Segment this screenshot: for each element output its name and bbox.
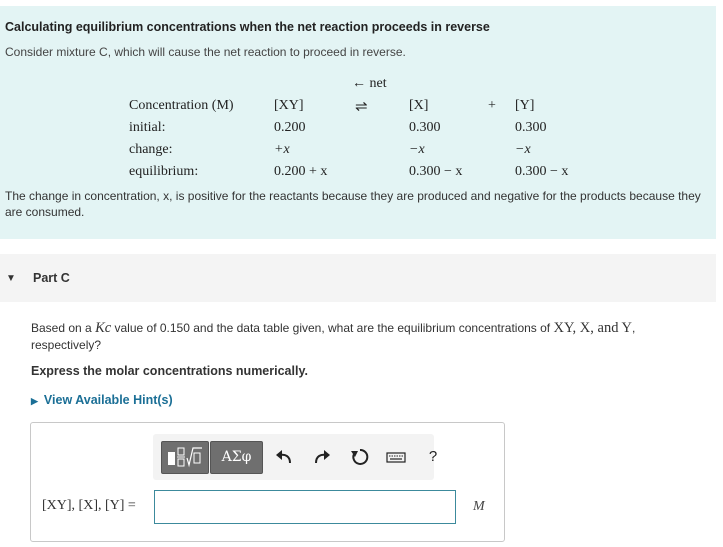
header-y: [Y] <box>515 98 535 113</box>
initial-xy: 0.200 <box>274 120 306 135</box>
keyboard-icon <box>385 446 407 468</box>
templates-button[interactable] <box>161 441 209 474</box>
header-xy: [XY] <box>274 98 304 113</box>
header-concentration: Concentration (M) <box>129 98 234 113</box>
net-direction-label: ← net <box>352 76 387 91</box>
change-xy: +x <box>274 142 290 157</box>
undo-icon <box>273 446 295 468</box>
header-plus: + <box>488 98 496 113</box>
instruction-text: Express the molar concentrations numerically. <box>31 364 308 378</box>
equilibrium-arrow-icon: ⇌ <box>355 99 368 115</box>
question-part-b: value of 0.150 and the data table given, what are the equilibrium concentrations of <box>111 321 554 335</box>
undo-button[interactable] <box>273 446 295 468</box>
keyboard-button[interactable] <box>385 446 407 468</box>
row-label-equilibrium: equilibrium: <box>129 164 199 179</box>
answer-input[interactable] <box>154 490 456 524</box>
row-label-change: change: <box>129 142 173 157</box>
hint-caret-icon: ▶ <box>31 396 38 406</box>
change-x: −x <box>409 142 425 157</box>
view-hints-label: View Available Hint(s) <box>43 393 173 407</box>
reset-icon <box>349 446 371 468</box>
help-button[interactable]: ? <box>428 448 438 465</box>
info-note: The change in concentration, x, is positive for the reactants because they are produced and negative for the products because they are consumed. <box>5 189 701 219</box>
part-header[interactable] <box>0 254 716 302</box>
kc-symbol: Kc <box>95 320 112 336</box>
view-hints-link[interactable] <box>31 393 173 407</box>
redo-icon <box>311 446 333 468</box>
header-x: [X] <box>409 98 429 113</box>
species-list: XY, X, and Y <box>553 320 633 336</box>
initial-x: 0.300 <box>409 120 441 135</box>
info-subtitle: Consider mixture C, which will cause the net reaction to proceed in reverse. <box>5 45 406 59</box>
equilibrium-x: 0.300 − x <box>409 164 463 179</box>
unit-label: M <box>473 499 485 514</box>
greek-symbols-button[interactable]: ΑΣφ <box>210 441 263 474</box>
change-y: −x <box>515 142 531 157</box>
equilibrium-xy: 0.200 + x <box>274 164 328 179</box>
part-label[interactable]: Part C <box>33 271 70 285</box>
info-title: Calculating equilibrium concentrations when the net reaction proceeds in reverse <box>5 20 490 34</box>
row-label-initial: initial: <box>129 120 166 135</box>
answer-label: [XY], [X], [Y] = <box>42 498 136 513</box>
equilibrium-y: 0.300 − x <box>515 164 569 179</box>
collapse-caret-icon[interactable]: ▼ <box>6 273 16 284</box>
initial-y: 0.300 <box>515 120 547 135</box>
question-text <box>31 320 701 354</box>
question-part-c: , respectively? <box>31 321 636 352</box>
reset-button[interactable] <box>349 446 371 468</box>
templates-icon <box>162 442 208 473</box>
redo-button[interactable] <box>311 446 333 468</box>
question-part-a: Based on a <box>31 321 96 335</box>
